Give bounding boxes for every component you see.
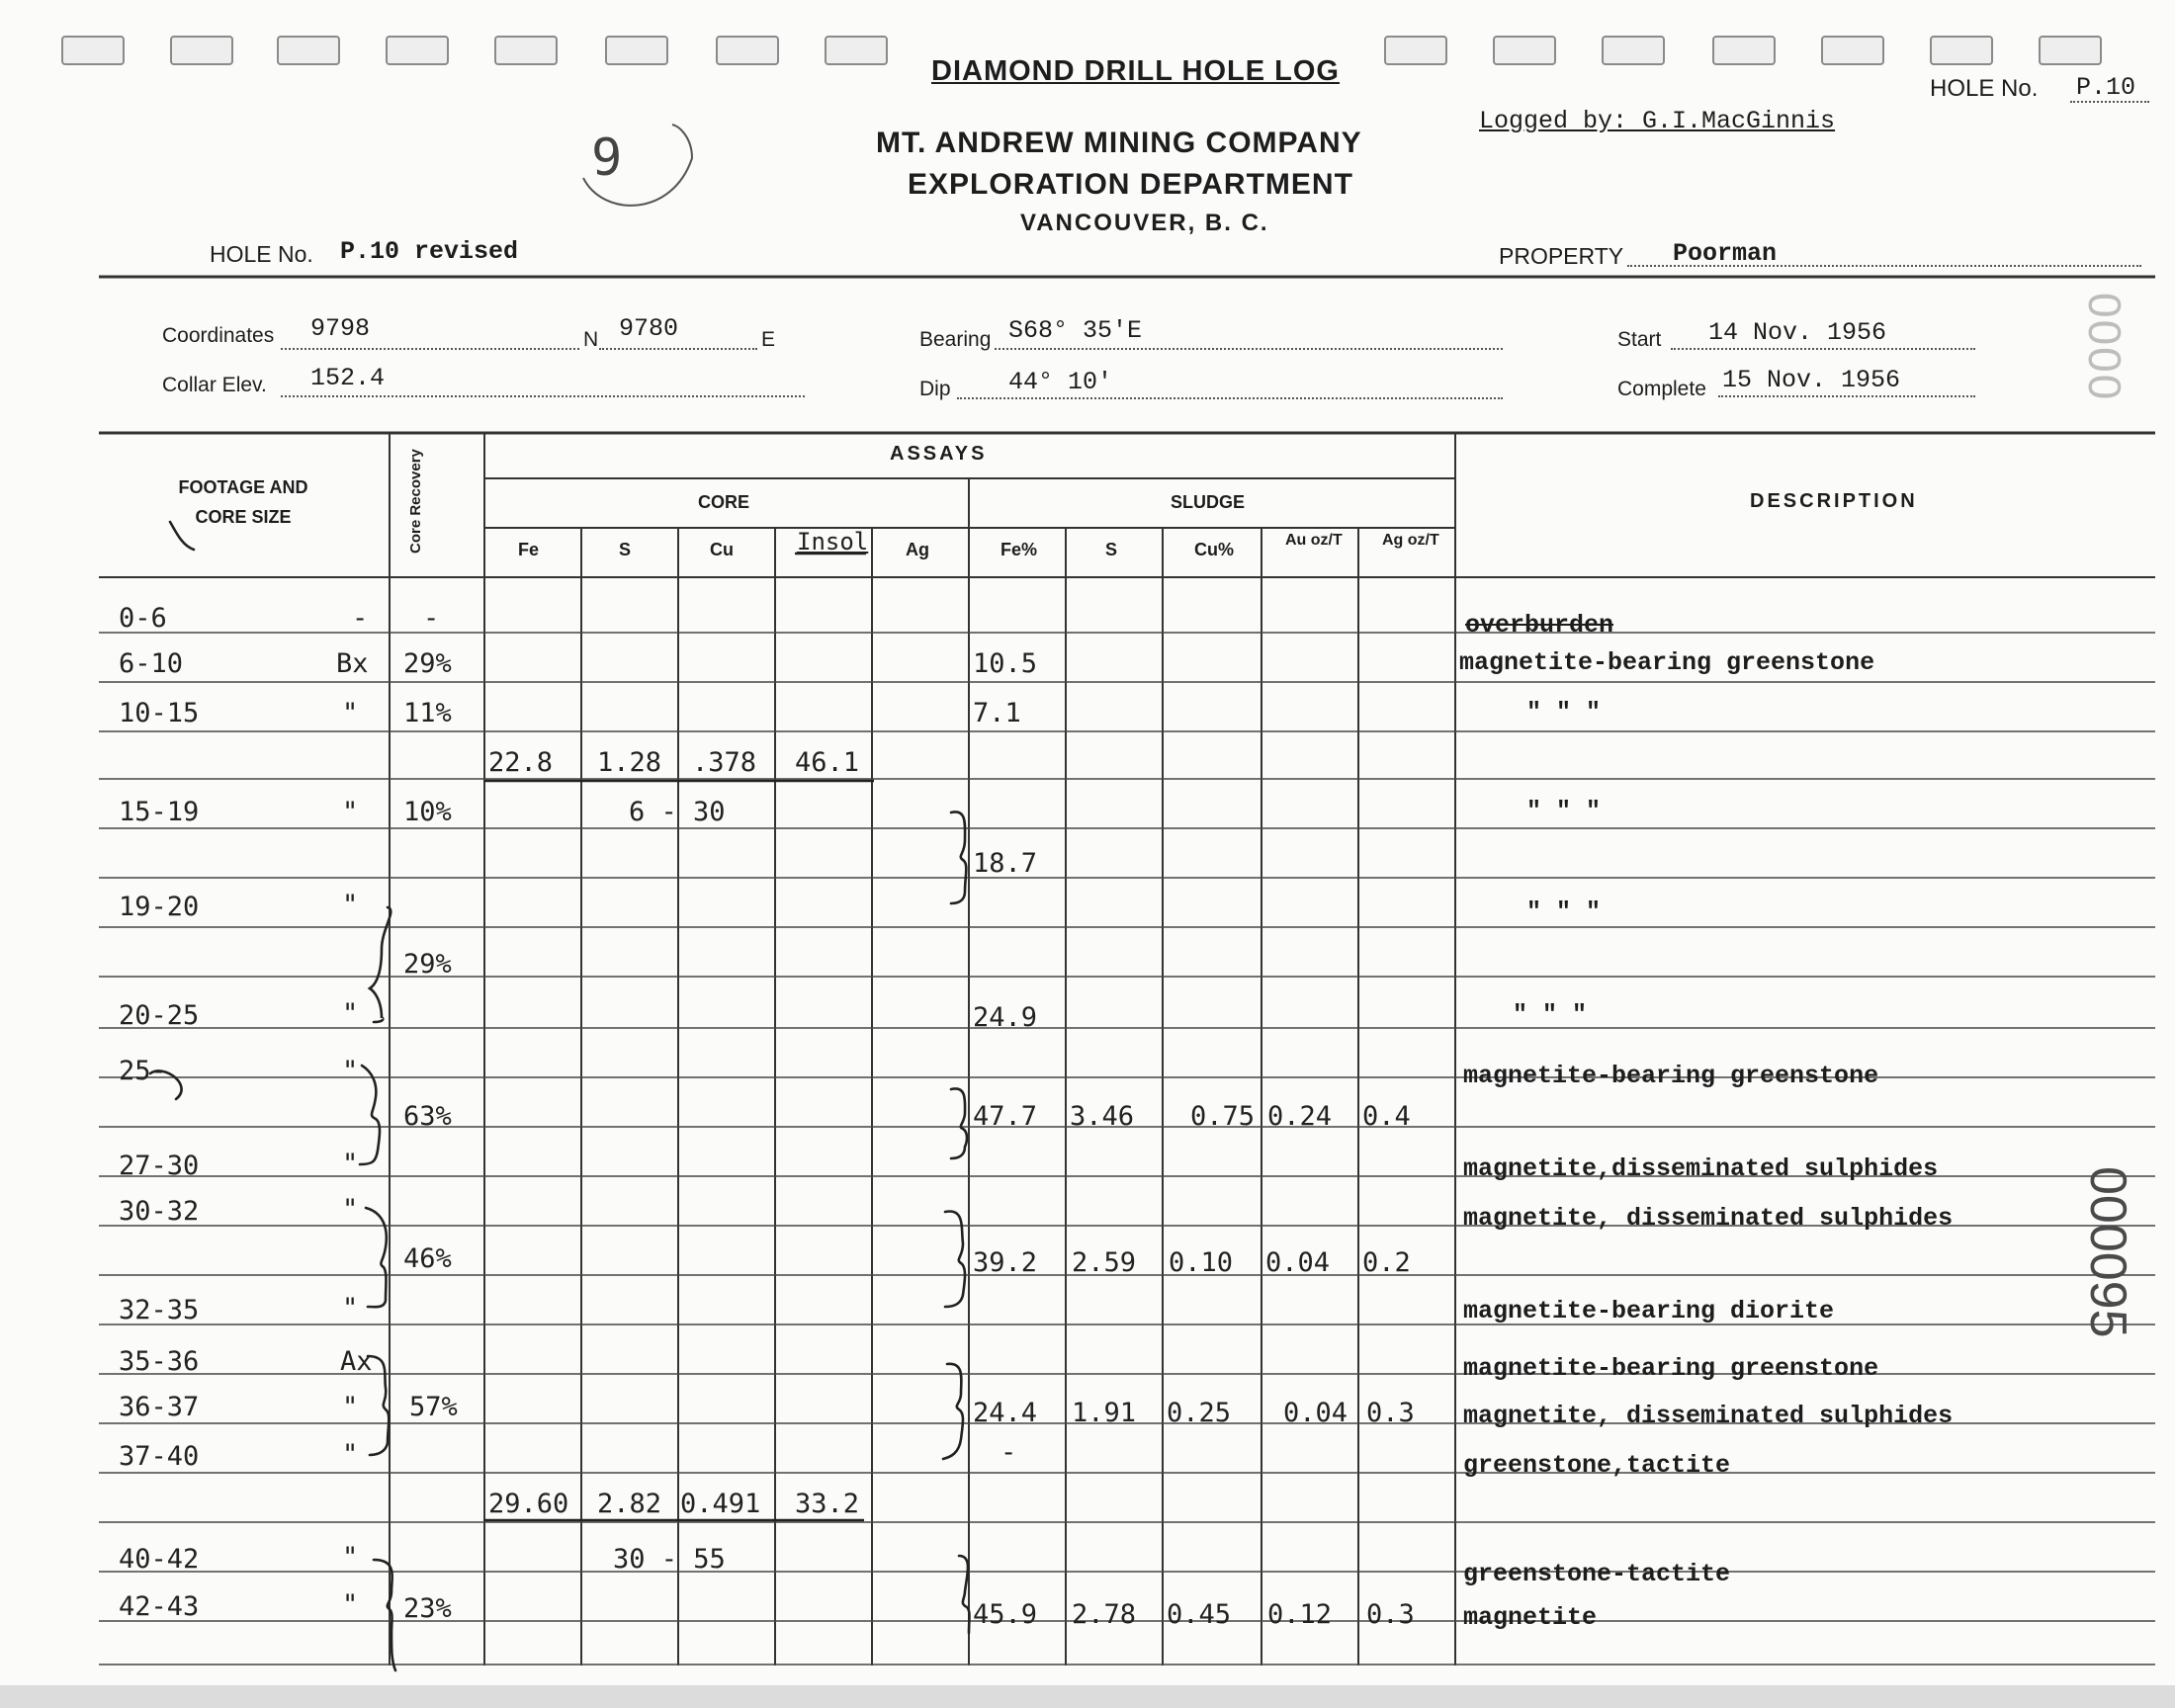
description-entry: greenstone-tactite (1463, 1560, 1731, 1588)
sludge-au-value: 0.04 (1283, 1398, 1348, 1428)
coord-dots (281, 348, 579, 350)
coordinate-north-label: N (583, 328, 599, 351)
hole-label: HOLE No. (210, 241, 313, 267)
top-hole-label: HOLE No. (1930, 75, 2039, 102)
core-size: " (342, 890, 359, 920)
sludge-dash: - (1000, 1437, 1017, 1468)
description-entry: magnetite-bearing greenstone (1463, 1354, 1879, 1383)
start-value: 14 Nov. 1956 (1708, 318, 1887, 347)
description-entry: magnetite (1463, 1603, 1598, 1632)
description-entry: " " " (1526, 897, 1602, 926)
core-cu-value: .378 (692, 747, 757, 778)
sludge-au-value: 0.12 (1267, 1599, 1333, 1630)
hole-value: P.10 revised (340, 237, 519, 266)
sludge-fe-value: 18.7 (973, 848, 1038, 879)
sludge-ag-value: 0.3 (1366, 1398, 1415, 1428)
bearing-value: S68° 35'E (1008, 316, 1143, 345)
core-recovery: - (423, 603, 440, 634)
core-s-value: 2.82 (597, 1489, 662, 1519)
core-s-header: S (619, 540, 632, 559)
core-interval: 6 - 30 (629, 797, 726, 827)
core-size: " (342, 797, 359, 827)
handwritten-annotation: 9 (591, 128, 623, 188)
top-hole-value: P.10 (2076, 73, 2136, 102)
dip-value: 44° 10' (1008, 368, 1113, 396)
document-number-stamp: 000095 (2079, 1166, 2136, 1338)
core-fe-header: Fe (518, 540, 540, 559)
sludge-ag-value: 0.4 (1362, 1101, 1411, 1132)
bracket-recovery: 29% (403, 949, 452, 980)
sludge-s-value: 3.46 (1070, 1101, 1135, 1132)
description-entry: magnetite-bearing greenstone (1459, 648, 1875, 677)
footage-range: 19-20 (119, 892, 200, 922)
footage-range: 10-15 (119, 698, 200, 728)
coordinate-east-label: E (761, 328, 776, 351)
sludge-cu-value: 0.10 (1169, 1247, 1234, 1278)
description-entry: magnetite,disseminated sulphides (1463, 1154, 1939, 1183)
description-entry: magnetite, disseminated sulphides (1463, 1204, 1954, 1233)
annotation-circle (564, 109, 712, 227)
complete-dots (1718, 395, 1975, 397)
footage-range: 35-36 (119, 1346, 200, 1377)
city-name: VANCOUVER, B. C. (1020, 210, 1269, 236)
coord-dots-e (599, 348, 757, 350)
core-size: " (342, 998, 359, 1029)
description-entry: greenstone,tactite (1463, 1451, 1731, 1480)
bearing-dots (995, 348, 1503, 350)
dip-dots (957, 397, 1503, 399)
sludge-ag-header: Ag oz/T (1382, 532, 1439, 549)
footage-range: 40-42 (119, 1544, 200, 1575)
sludge-ag-value: 0.3 (1366, 1599, 1415, 1630)
core-cu-header: Cu (710, 540, 734, 559)
core-size: " (342, 1392, 359, 1422)
sludge-cu-value: 0.75 (1190, 1101, 1256, 1132)
sludge-fe-value: 24.4 (973, 1398, 1038, 1428)
description-entry: magnetite, disseminated sulphides (1463, 1402, 1954, 1430)
sludge-fe-value: 45.9 (973, 1599, 1038, 1630)
description-entry: " " " (1526, 698, 1602, 726)
sludge-fe-value: 39.2 (973, 1247, 1038, 1278)
core-recovery: 10% (403, 797, 452, 827)
footage-header: FOOTAGE AND CORE SIZE (178, 477, 308, 527)
sludge-fe-value: 24.9 (973, 1002, 1038, 1033)
complete-value: 15 Nov. 1956 (1722, 366, 1901, 394)
core-fe-value: 22.8 (488, 747, 554, 778)
sludge-cu-header: Cu% (1194, 540, 1234, 559)
bracket-recovery: 57% (409, 1392, 458, 1422)
core-recovery: 11% (403, 698, 452, 728)
footage-range: 0-6 (119, 603, 167, 634)
dip-label: Dip (919, 378, 951, 400)
complete-label: Complete (1617, 378, 1706, 400)
footage-range: 27-30 (119, 1151, 200, 1181)
footage-range: 36-37 (119, 1392, 200, 1422)
top-hole-dots (2070, 101, 2149, 103)
sludge-s-header: S (1105, 540, 1118, 559)
description-entry: overburden (1465, 611, 1614, 640)
core-size: Ax (340, 1346, 373, 1377)
bracket-recovery: 46% (403, 1243, 452, 1274)
coordinate-north: 9798 (310, 314, 371, 343)
company-name: MT. ANDREW MINING COMPANY (876, 127, 1362, 159)
collar-value: 152.4 (310, 364, 386, 392)
description-entry: magnetite-bearing diorite (1463, 1297, 1835, 1325)
core-header: CORE (698, 492, 750, 512)
sludge-fe-header: Fe% (1000, 540, 1038, 559)
core-interval: 30 - 55 (613, 1544, 726, 1575)
property-label: PROPERTY (1499, 243, 1624, 269)
core-recovery: 29% (403, 648, 452, 679)
sludge-s-value: 1.91 (1072, 1398, 1137, 1428)
description-entry: magnetite-bearing greenstone (1463, 1062, 1879, 1090)
sludge-s-value: 2.78 (1072, 1599, 1137, 1630)
core-insol-value: 33.2 (795, 1489, 860, 1519)
core-size: " (342, 1439, 359, 1470)
bearing-label: Bearing (919, 328, 992, 351)
collar-dots (281, 395, 805, 397)
footage-range: 15-19 (119, 797, 200, 827)
footage-range: 37-40 (119, 1441, 200, 1472)
sludge-cu-value: 0.45 (1167, 1599, 1232, 1630)
department-name: EXPLORATION DEPARTMENT (908, 168, 1353, 201)
description-header: DESCRIPTION (1750, 490, 1918, 512)
start-label: Start (1617, 328, 1662, 351)
coordinates-label: Coordinates (162, 324, 275, 347)
start-dots (1671, 348, 1975, 350)
core-fe-value: 29.60 (488, 1489, 569, 1519)
core-size: - (352, 603, 369, 634)
core-size: " (342, 1589, 359, 1620)
footage-range: 6-10 (119, 648, 184, 679)
sludge-s-value: 2.59 (1072, 1247, 1137, 1278)
bracket-recovery: 63% (403, 1101, 452, 1132)
core-size: " (342, 1056, 359, 1086)
footage-range: 32-35 (119, 1295, 200, 1325)
footage-range: 20-25 (119, 1000, 200, 1031)
sludge-header: SLUDGE (1171, 492, 1246, 512)
sludge-au-value: 0.04 (1265, 1247, 1331, 1278)
sludge-ag-value: 0.2 (1362, 1247, 1411, 1278)
core-s-value: 1.28 (597, 747, 662, 778)
footage-range: 30-32 (119, 1196, 200, 1227)
sludge-fe-value: 47.7 (973, 1101, 1038, 1132)
core-size: " (342, 698, 359, 728)
bracket-recovery: 23% (403, 1593, 452, 1624)
sludge-cu-value: 0.25 (1167, 1398, 1232, 1428)
form-title: DIAMOND DRILL HOLE LOG (931, 55, 1340, 87)
assays-header: ASSAYS (890, 443, 988, 465)
footage-range: 25- (119, 1056, 167, 1086)
core-size: " (342, 1149, 359, 1179)
core-size: Bx (336, 648, 369, 679)
description-entry: " " " (1526, 797, 1602, 825)
coordinate-east: 9780 (619, 314, 679, 343)
sludge-fe-value: 10.5 (973, 648, 1038, 679)
core-recovery-header: Core Recovery (407, 449, 424, 554)
core-insol-value: 46.1 (795, 747, 860, 778)
sludge-fe-value: 7.1 (973, 698, 1021, 728)
sludge-au-header: Au oz/T (1285, 532, 1343, 549)
core-size: " (342, 1293, 359, 1324)
core-insol-header: Insol (797, 528, 869, 555)
collar-label: Collar Elev. (162, 374, 267, 396)
core-ag-header: Ag (906, 540, 929, 559)
core-size: " (342, 1194, 359, 1225)
faint-stamp: 0000 (2079, 293, 2131, 402)
footage-range: 42-43 (119, 1591, 200, 1622)
description-entry: " " " (1513, 1000, 1588, 1029)
property-value: Poorman (1673, 239, 1778, 268)
property-dots (1627, 265, 2141, 267)
sludge-au-value: 0.24 (1267, 1101, 1333, 1132)
logged-by: Logged by: G.I.MacGinnis (1479, 107, 1836, 135)
core-cu-value: 0.491 (680, 1489, 761, 1519)
core-size: " (342, 1542, 359, 1573)
